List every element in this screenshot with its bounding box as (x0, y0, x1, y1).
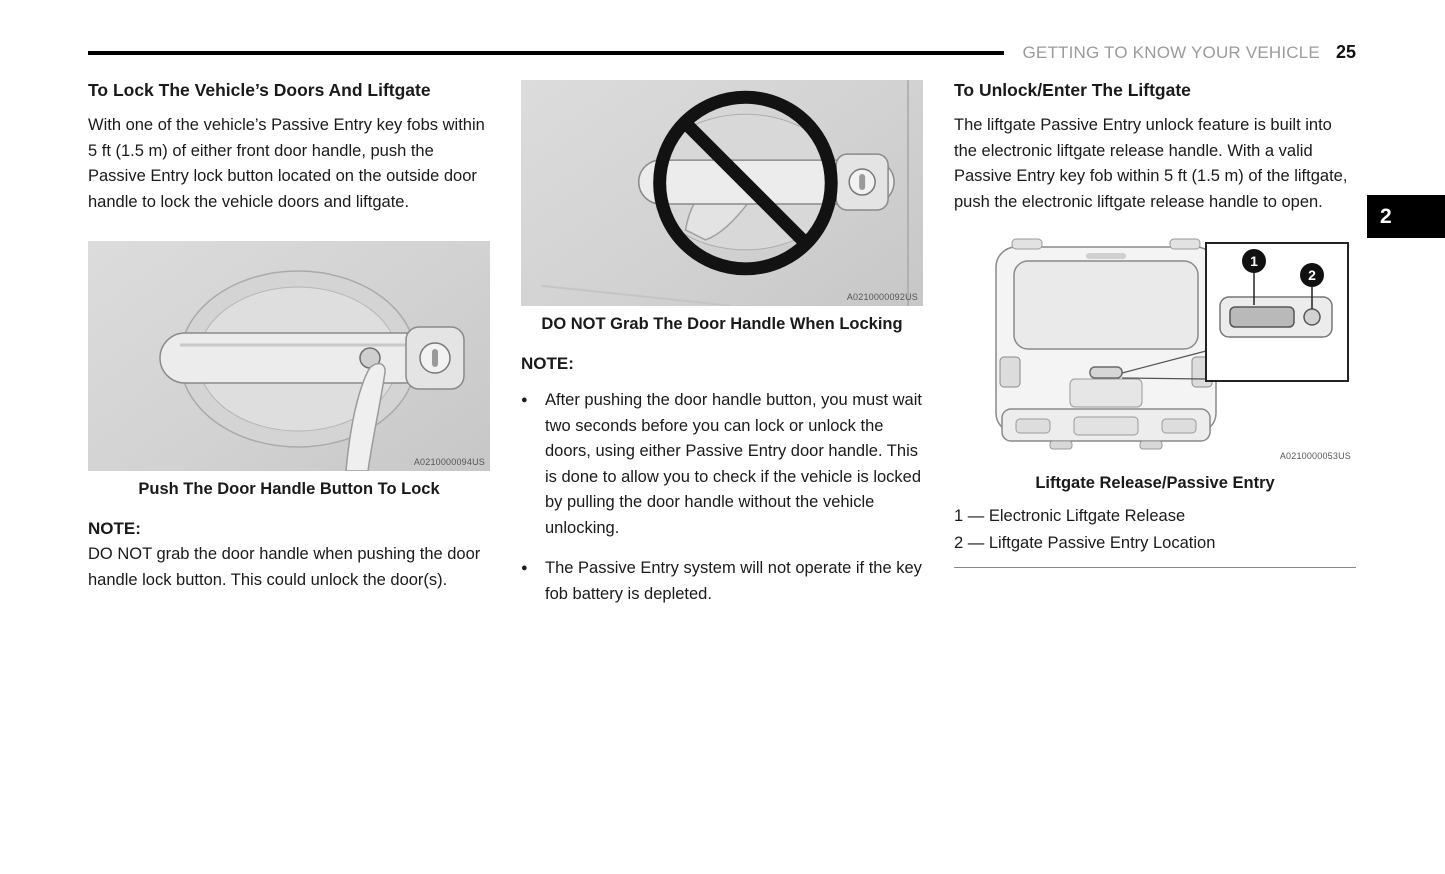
door-handle-button-illustration (88, 241, 490, 471)
note-bullet-item: ● After pushing the door handle button, you must wait two seconds before you can lock or unlock the doors, using either Passive Entry door handle. This is done to allow you to check if the vehicle is locked by pulling the door handle without the vehicle unlocking. (521, 388, 923, 541)
note-text: DO NOT grab the door handle when pushing the door handle lock button. This could unlock the door(s). (88, 545, 481, 589)
heading-lock-doors: To Lock The Vehicle’s Doors And Liftgate (88, 80, 431, 100)
liftgate-release-illustration (954, 233, 1354, 465)
chapter-tab-label: 2 (1380, 204, 1392, 228)
page-number: 25 (1335, 42, 1356, 62)
figure-watermark: A0210000053US (1279, 451, 1351, 461)
note-bullet-list (521, 388, 923, 607)
content-columns (88, 80, 1356, 622)
figure-watermark: A0210000092US (846, 292, 918, 302)
figure-caption-do-not-grab: DO NOT Grab The Door Handle When Locking (541, 315, 903, 333)
legend-item: 1 — Electronic Liftgate Release (954, 507, 1186, 525)
column-unlock-liftgate (954, 80, 1356, 622)
header-rule (88, 51, 1004, 55)
column-do-not-grab (521, 80, 923, 622)
legend-item: 2 — Liftgate Passive Entry Location (954, 534, 1216, 552)
figure-door-handle-button (88, 241, 490, 471)
header-section-title: GETTING TO KNOW YOUR VEHICLE (1022, 42, 1320, 62)
note-label: NOTE: (88, 519, 141, 538)
figure-liftgate-release (954, 233, 1356, 465)
column-lock-doors (88, 80, 490, 622)
figure-caption-lock: Push The Door Handle Button To Lock (138, 480, 440, 498)
prohibition-door-handle-illustration (521, 80, 923, 306)
figure-watermark: A0210000094US (413, 457, 485, 467)
figure-legend (954, 503, 1356, 568)
note-label: NOTE: (521, 354, 574, 373)
chapter-tab (1367, 195, 1445, 238)
para-unlock-liftgate: The liftgate Passive Entry unlock feature is built into the electronic liftgate release handle. With a valid Passive Entry key fob within 5 ft (1.5 m) of the liftgate, push the electronic liftgate release handle to open. (954, 116, 1348, 211)
figure-prohibition-handle (521, 80, 923, 306)
para-lock-doors: With one of the vehicle’s Passive Entry key fobs within 5 ft (1.5 m) of either front door handle, push the Passive Entry lock button located on the outside door handle to lock the vehicle doors and liftgate. (88, 116, 485, 211)
callout-2-label: 2 (1308, 267, 1316, 283)
page-header (88, 42, 1356, 63)
note-bullet-item: ● The Passive Entry system will not operate if the key fob battery is depleted. (521, 556, 923, 607)
heading-unlock-liftgate: To Unlock/Enter The Liftgate (954, 80, 1191, 100)
callout-1-label: 1 (1250, 253, 1258, 269)
figure-caption-liftgate: Liftgate Release/Passive Entry (1035, 474, 1275, 492)
